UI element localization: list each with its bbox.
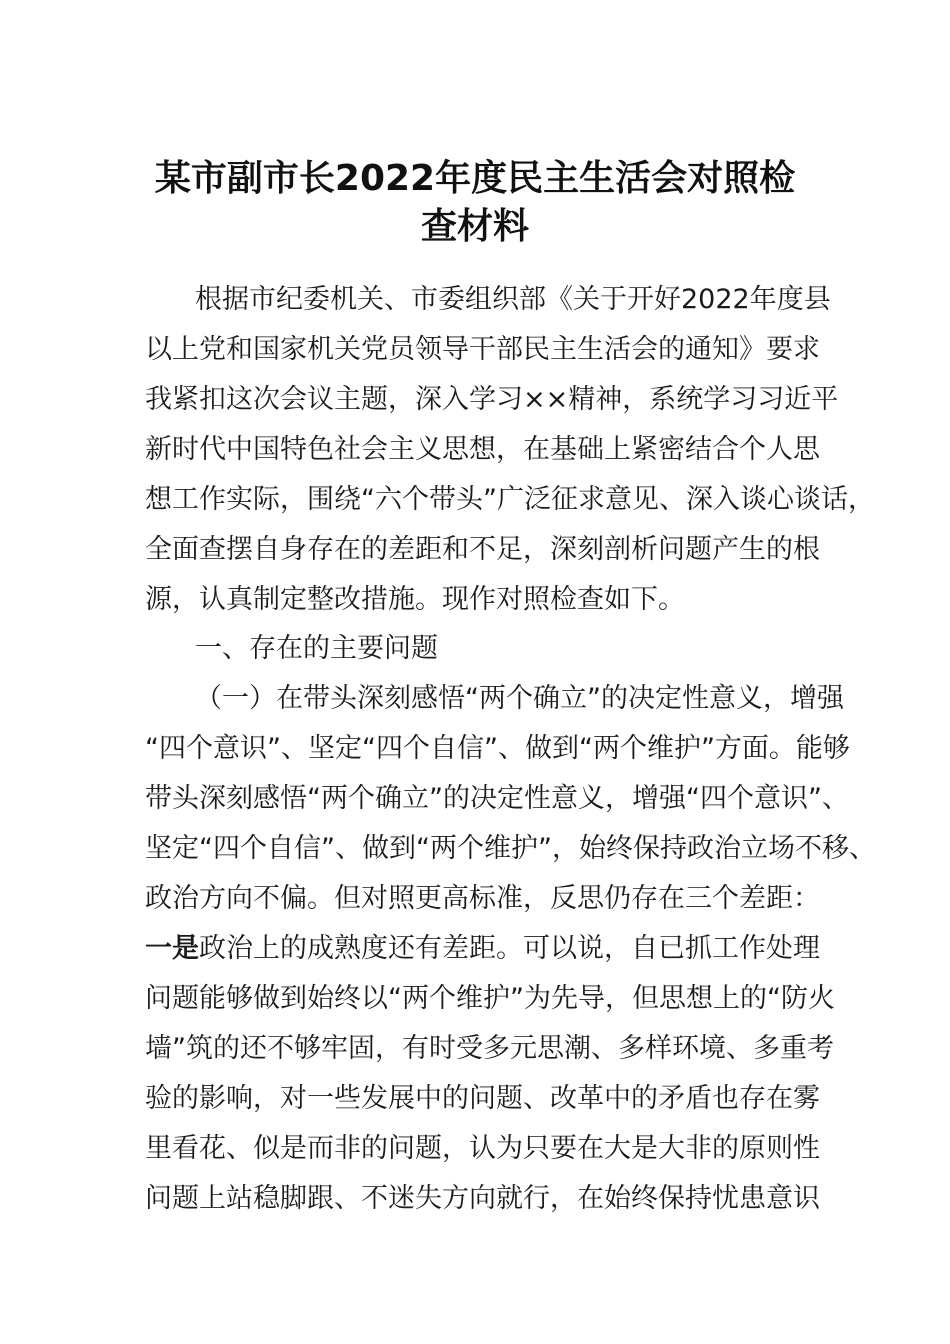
bold-lead: 一是 bbox=[145, 933, 199, 964]
paragraph-line: 问题上站稳脚跟、不迷失方向就行，在始终保持忧患意识 bbox=[145, 1183, 820, 1214]
paragraph-line: 源，认真制定整改措施。现作对照检查如下。 bbox=[145, 584, 685, 615]
paragraph-line-with-bold-lead bbox=[145, 932, 835, 966]
paragraph-line: “四个意识”、坚定“四个自信”、做到“两个维护”方面。能够 bbox=[145, 733, 850, 764]
paragraph-line: 带头深刻感悟“两个确立”的决定性意义，增强“四个意识”、 bbox=[145, 783, 849, 814]
document-title-line-2: 查材料 bbox=[420, 206, 529, 247]
paragraph-line-rest: 政治上的成熟度还有差距。可以说，自已抓工作处理 bbox=[199, 933, 820, 964]
paragraph-line: 问题能够做到始终以“两个维护”为先导，但思想上的“防火 bbox=[145, 983, 835, 1014]
paragraph-line: 想工作实际，围绕“六个带头”广泛征求意见、深入谈心谈话， bbox=[145, 484, 875, 515]
section-heading: 一、存在的主要问题 bbox=[195, 633, 438, 664]
paragraph-line: 全面查摆自身存在的差距和不足，深刻剖析问题产生的根 bbox=[145, 534, 820, 565]
paragraph-line: 以上党和国家机关党员领导干部民主生活会的通知》要求 bbox=[145, 334, 820, 365]
paragraph-line: 根据市纪委机关、市委组织部《关于开好2022年度县 bbox=[195, 284, 831, 315]
paragraph-line: 里看花、似是而非的问题，认为只要在大是大非的原则性 bbox=[145, 1133, 820, 1164]
paragraph-line: （一）在带头深刻感悟“两个确立”的决定性意义，增强 bbox=[195, 683, 844, 714]
paragraph-line: 政治方向不偏。但对照更高标准，反思仍存在三个差距： bbox=[145, 883, 820, 914]
paragraph-line: 墙”筑的还不够牢固，有时受多元思潮、多样环境、多重考 bbox=[145, 1033, 834, 1064]
paragraph-line: 验的影响，对一些发展中的问题、改革中的矛盾也存在雾 bbox=[145, 1083, 820, 1114]
paragraph-line: 新时代中国特色社会主义思想，在基础上紧密结合个人思 bbox=[145, 434, 820, 465]
document-title-line-1: 某市副市长2022年度民主生活会对照检 bbox=[154, 158, 796, 199]
paragraph-line: 坚定“四个自信”、做到“两个维护”，始终保持政治立场不移、 bbox=[145, 833, 876, 864]
paragraph-line: 我紧扣这次会议主题，深入学习××精神，系统学习习近平 bbox=[145, 384, 839, 415]
